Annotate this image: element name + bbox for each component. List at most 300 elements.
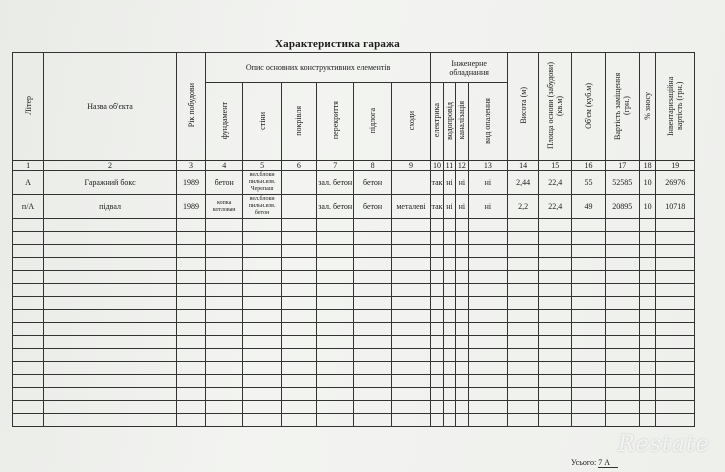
header-structural-elements: Опис основних конструктивних елементів [206,53,431,83]
empty-cell [281,232,316,245]
header-heating: вид опалення [468,83,507,161]
empty-cell [456,414,468,427]
empty-cell [354,297,391,310]
empty-cell [431,297,443,310]
col-number: 18 [639,161,656,171]
empty-cell [605,271,639,284]
empty-cell [539,232,572,245]
empty-cell [656,414,695,427]
empty-cell [639,414,656,427]
cell-sewer: ні [456,171,468,195]
empty-cell [456,375,468,388]
empty-cell [443,336,455,349]
empty-row [13,310,695,323]
cell-floor: бетон [354,171,391,195]
empty-cell [44,362,177,375]
empty-cell [281,271,316,284]
empty-cell [281,362,316,375]
empty-cell [639,232,656,245]
empty-cell [539,336,572,349]
empty-cell [468,336,507,349]
empty-cell [443,258,455,271]
col-number: 12 [456,161,468,171]
empty-cell [656,362,695,375]
empty-cell [539,297,572,310]
empty-cell [605,375,639,388]
cell-ceiling: зал. бетон [317,195,354,219]
empty-cell [639,219,656,232]
header-sewer: каналізація [456,83,468,161]
empty-cell [317,297,354,310]
empty-cell [508,271,539,284]
col-number: 9 [391,161,430,171]
empty-cell [317,310,354,323]
empty-cell [443,219,455,232]
empty-cell [572,284,605,297]
empty-cell [468,401,507,414]
col-number: 2 [44,161,177,171]
empty-cell [206,349,243,362]
empty-cell [468,362,507,375]
empty-cell [431,232,443,245]
empty-cell [431,258,443,271]
empty-cell [354,401,391,414]
empty-cell [44,232,177,245]
col-number: 13 [468,161,507,171]
empty-cell [508,323,539,336]
empty-cell [317,401,354,414]
cell-ceiling: зал. бетон [317,171,354,195]
cell-volume: 49 [572,195,605,219]
empty-cell [176,219,205,232]
empty-cell [317,375,354,388]
empty-cell [354,219,391,232]
empty-cell [456,245,468,258]
cell-height: 2,2 [508,195,539,219]
empty-cell [431,375,443,388]
empty-cell [656,349,695,362]
empty-cell [281,336,316,349]
empty-cell [443,232,455,245]
cell-water: ні [443,171,455,195]
empty-cell [443,388,455,401]
empty-cell [317,258,354,271]
empty-cell [456,271,468,284]
empty-cell [508,414,539,427]
col-number: 1 [13,161,44,171]
empty-cell [176,362,205,375]
empty-cell [656,375,695,388]
empty-cell [243,336,281,349]
empty-cell [44,297,177,310]
empty-cell [605,297,639,310]
empty-cell [13,323,44,336]
empty-cell [354,284,391,297]
empty-cell [243,323,281,336]
empty-cell [605,323,639,336]
empty-cell [391,336,430,349]
empty-cell [354,388,391,401]
empty-cell [176,284,205,297]
empty-cell [572,245,605,258]
empty-cell [281,388,316,401]
empty-cell [508,258,539,271]
empty-cell [539,388,572,401]
empty-cell [354,323,391,336]
empty-cell [443,323,455,336]
empty-rows [13,219,695,427]
empty-cell [468,323,507,336]
empty-cell [44,336,177,349]
empty-cell [539,219,572,232]
empty-cell [468,310,507,323]
empty-cell [243,232,281,245]
empty-cell [605,310,639,323]
empty-cell [281,245,316,258]
empty-row [13,219,695,232]
empty-cell [391,258,430,271]
empty-cell [44,245,177,258]
empty-cell [354,245,391,258]
col-number: 3 [176,161,205,171]
empty-cell [443,297,455,310]
col-number: 15 [539,161,572,171]
empty-cell [206,310,243,323]
empty-row [13,375,695,388]
empty-cell [243,414,281,427]
empty-row [13,297,695,310]
empty-cell [468,245,507,258]
empty-cell [206,258,243,271]
empty-cell [354,349,391,362]
header-wear: % зносу [639,53,656,161]
empty-cell [354,310,391,323]
empty-cell [656,336,695,349]
empty-cell [431,284,443,297]
empty-cell [539,414,572,427]
empty-cell [605,349,639,362]
empty-cell [605,258,639,271]
empty-cell [508,349,539,362]
empty-cell [456,232,468,245]
cell-floor: бетон [354,195,391,219]
empty-cell [639,349,656,362]
empty-row [13,336,695,349]
empty-cell [44,271,177,284]
empty-cell [572,297,605,310]
empty-cell [44,388,177,401]
cell-roof [281,171,316,195]
total-footer [571,458,618,468]
empty-cell [605,219,639,232]
empty-cell [243,349,281,362]
empty-cell [656,401,695,414]
empty-cell [243,245,281,258]
empty-cell [13,310,44,323]
empty-row [13,401,695,414]
empty-cell [605,401,639,414]
empty-cell [206,219,243,232]
empty-cell [456,284,468,297]
empty-cell [443,271,455,284]
empty-cell [656,219,695,232]
empty-cell [508,245,539,258]
empty-cell [281,414,316,427]
header-foundation: фундамент [206,83,243,161]
empty-cell [508,297,539,310]
empty-cell [354,232,391,245]
empty-cell [572,349,605,362]
empty-cell [468,219,507,232]
empty-cell [539,349,572,362]
empty-cell [13,271,44,284]
empty-cell [13,401,44,414]
empty-cell [317,271,354,284]
empty-cell [281,310,316,323]
empty-cell [443,362,455,375]
empty-cell [243,401,281,414]
col-number: 11 [443,161,455,171]
empty-cell [281,375,316,388]
empty-cell [456,310,468,323]
empty-cell [431,271,443,284]
empty-cell [456,388,468,401]
empty-cell [354,414,391,427]
cell-foundation: бетон [206,171,243,195]
col-number: 10 [431,161,443,171]
empty-cell [572,388,605,401]
empty-cell [572,362,605,375]
watermark-logo: Restate [618,432,710,457]
empty-cell [206,362,243,375]
cell-electric: так [431,171,443,195]
cell-heating: ні [468,195,507,219]
empty-cell [431,310,443,323]
empty-cell [456,349,468,362]
empty-cell [176,349,205,362]
empty-cell [431,401,443,414]
empty-cell [176,232,205,245]
header-engineering: Інженерне обладнання [431,53,508,83]
empty-cell [639,310,656,323]
empty-cell [44,219,177,232]
empty-cell [176,323,205,336]
empty-cell [206,414,243,427]
empty-cell [539,258,572,271]
empty-row [13,414,695,427]
empty-cell [605,232,639,245]
empty-row [13,388,695,401]
empty-cell [431,388,443,401]
header-stairs: сходи [391,83,430,161]
empty-cell [176,388,205,401]
cell-inv-cost: 26976 [656,171,695,195]
cell-year: 1989 [176,171,205,195]
empty-cell [456,362,468,375]
empty-cell [354,362,391,375]
cell-water: ні [443,195,455,219]
empty-cell [443,284,455,297]
empty-cell [281,284,316,297]
empty-cell [572,375,605,388]
empty-cell [243,219,281,232]
empty-cell [206,297,243,310]
empty-cell [13,297,44,310]
empty-cell [656,245,695,258]
total-value: 7 А [598,458,618,468]
empty-cell [605,284,639,297]
empty-cell [176,297,205,310]
empty-cell [281,323,316,336]
empty-cell [508,310,539,323]
header-walls: стіни [243,83,281,161]
empty-cell [508,232,539,245]
cell-stairs [391,171,430,195]
empty-cell [391,323,430,336]
cell-name: Гаражний бокс [44,171,177,195]
empty-cell [391,310,430,323]
empty-cell [317,284,354,297]
empty-cell [243,271,281,284]
cell-wear: 10 [639,171,656,195]
empty-cell [206,375,243,388]
garage-characteristics-table [12,52,695,427]
empty-cell [176,375,205,388]
col-number: 8 [354,161,391,171]
empty-cell [572,258,605,271]
empty-cell [281,349,316,362]
empty-cell [431,219,443,232]
empty-cell [391,232,430,245]
empty-cell [391,375,430,388]
empty-cell [572,271,605,284]
empty-cell [508,362,539,375]
empty-cell [44,401,177,414]
empty-cell [656,271,695,284]
header-roof: покрівля [281,83,316,161]
cell-electric: так [431,195,443,219]
empty-cell [243,375,281,388]
header-area: Площа основи (забудови) (кв.м) [539,53,572,161]
header-name: Назва об'єкта [44,53,177,161]
empty-cell [539,323,572,336]
empty-cell [431,245,443,258]
empty-cell [431,323,443,336]
empty-cell [391,401,430,414]
cell-area: 22,4 [539,195,572,219]
empty-cell [508,375,539,388]
page-title: Характеристика гаража [275,38,400,50]
empty-cell [468,297,507,310]
empty-cell [206,284,243,297]
empty-cell [13,375,44,388]
empty-cell [656,232,695,245]
empty-cell [605,414,639,427]
cell-cost: 20895 [605,195,639,219]
empty-cell [13,349,44,362]
col-number: 6 [281,161,316,171]
empty-cell [354,336,391,349]
empty-cell [539,271,572,284]
cell-liter: п/А [13,195,44,219]
cell-wear: 10 [639,195,656,219]
empty-cell [243,297,281,310]
empty-cell [176,271,205,284]
empty-cell [443,401,455,414]
empty-cell [468,349,507,362]
col-number: 16 [572,161,605,171]
header-year: Рік побудови [176,53,205,161]
header-inv-cost: Інвентаризаційна вартість (грн.) [656,53,695,161]
empty-cell [317,323,354,336]
empty-cell [206,271,243,284]
empty-cell [456,401,468,414]
empty-cell [13,284,44,297]
empty-cell [391,414,430,427]
cell-roof [281,195,316,219]
empty-cell [431,349,443,362]
empty-cell [443,310,455,323]
empty-cell [605,245,639,258]
cell-sewer: ні [456,195,468,219]
empty-row [13,245,695,258]
table-row [13,171,695,195]
empty-cell [13,245,44,258]
empty-cell [539,310,572,323]
empty-cell [243,388,281,401]
empty-cell [243,362,281,375]
empty-cell [639,271,656,284]
empty-cell [44,258,177,271]
empty-cell [539,375,572,388]
empty-cell [656,388,695,401]
col-number: 17 [605,161,639,171]
empty-cell [281,297,316,310]
col-number: 14 [508,161,539,171]
empty-cell [391,362,430,375]
empty-cell [443,414,455,427]
header-electric: електрика [431,83,443,161]
empty-cell [456,323,468,336]
empty-cell [468,375,507,388]
empty-cell [317,362,354,375]
empty-cell [572,323,605,336]
cell-height: 2,44 [508,171,539,195]
empty-cell [572,336,605,349]
empty-row [13,323,695,336]
empty-cell [176,336,205,349]
total-label: Усього: [571,458,597,467]
empty-cell [391,219,430,232]
empty-cell [391,349,430,362]
empty-cell [206,323,243,336]
empty-row [13,362,695,375]
empty-cell [281,401,316,414]
empty-cell [354,271,391,284]
col-number: 4 [206,161,243,171]
empty-cell [431,414,443,427]
empty-cell [243,284,281,297]
empty-cell [13,219,44,232]
empty-row [13,284,695,297]
header-height: Висота (м) [508,53,539,161]
empty-cell [13,232,44,245]
empty-cell [656,297,695,310]
cell-name: підвал [44,195,177,219]
empty-cell [539,284,572,297]
empty-cell [44,310,177,323]
empty-cell [206,232,243,245]
